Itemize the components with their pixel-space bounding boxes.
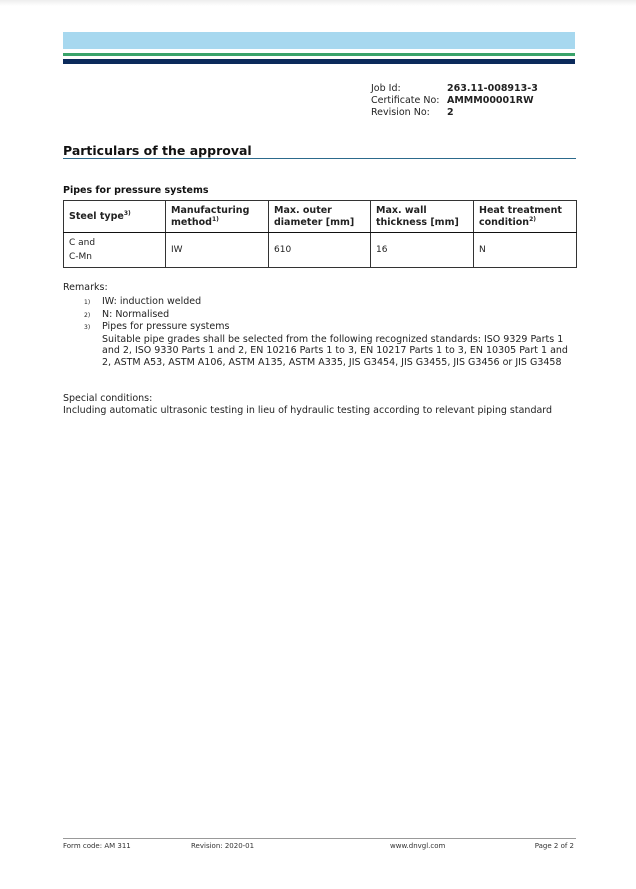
- remark-text: IW: induction welded: [102, 296, 202, 307]
- top-shade: [0, 0, 636, 6]
- header-band-light: [63, 32, 575, 49]
- footer-page-number: Page 2 of 2: [534, 842, 574, 850]
- remarks-title: Remarks:: [63, 282, 108, 293]
- cell-method: IW: [166, 233, 269, 268]
- cell-heat-treatment: N: [474, 233, 577, 268]
- job-id-row: [371, 83, 538, 95]
- remark-item: [84, 321, 579, 334]
- footer-revision: Revision: 2020-01: [191, 842, 255, 850]
- remark-item: [84, 296, 579, 309]
- footer-rule: [63, 838, 576, 839]
- revision-row: [371, 107, 538, 119]
- certificate-meta: [371, 83, 538, 118]
- table-header-row: [64, 201, 577, 233]
- cell-steel-type: C and C-Mn: [64, 233, 166, 268]
- header-band-green: [63, 53, 575, 56]
- cell-diameter: 610: [269, 233, 371, 268]
- certificate-label: Certificate No:: [371, 94, 440, 106]
- section-title: Particulars of the approval: [63, 143, 252, 158]
- remark-number: 1): [84, 299, 91, 306]
- table-row: [64, 233, 577, 268]
- job-id-label: Job Id:: [371, 83, 401, 94]
- revision-value: 2: [447, 106, 454, 118]
- footer-website[interactable]: www.dnvgl.com: [390, 842, 446, 850]
- revision-label: Revision No:: [371, 106, 430, 118]
- certificate-row: [371, 95, 538, 107]
- special-conditions-title: Special conditions:: [63, 393, 153, 404]
- header-max-outer-diameter: Max. outer diameter [mm]: [269, 201, 371, 233]
- header-manufacturing-method: Manufacturing method$^{1)}$: [166, 201, 269, 233]
- footer-form-code: Form code: AM 311: [63, 842, 131, 850]
- pipes-table: [63, 200, 577, 268]
- header-heat-treatment: Heat treatment condition$^{2)}$: [474, 201, 577, 233]
- header-band-dark: [63, 59, 575, 64]
- remark-text: N: Normalised: [102, 308, 170, 320]
- header-steel-type: Steel type$^{3)}$: [64, 201, 166, 233]
- table-title: Pipes for pressure systems: [63, 185, 209, 196]
- remarks-list: [84, 296, 579, 369]
- remark-item: [84, 309, 579, 322]
- section-rule: [63, 158, 576, 159]
- job-id-value: 263.11-008913-3: [447, 83, 538, 94]
- header-max-wall-thickness: Max. wall thickness [mm]: [371, 201, 474, 233]
- remark-text: Pipes for pressure systems: [102, 321, 230, 333]
- remark-standards-text: Suitable pipe grades shall be selected from the following recognized standards: ISO 9329 Parts 1 and 2, ISO 9330 Parts 1 and 2, EN 10216 Parts 1 to 3, EN 10217 Parts 1 to 3, EN 10305 Part 1 and 2, ASTM A53, ASTM A106, ASTM A135, ASTM A335, JIS G3454, JIS G3455, JIS G3456 or JIS G3458: [102, 333, 568, 368]
- cell-thickness: 16: [371, 233, 474, 268]
- special-conditions-text: Including automatic ultrasonic testing in lieu of hydraulic testing according to relevant piping standard: [63, 405, 553, 416]
- remark-number: 2): [84, 311, 91, 319]
- remark-number: 3): [84, 324, 91, 332]
- certificate-value: AMMM00001RW: [447, 94, 534, 106]
